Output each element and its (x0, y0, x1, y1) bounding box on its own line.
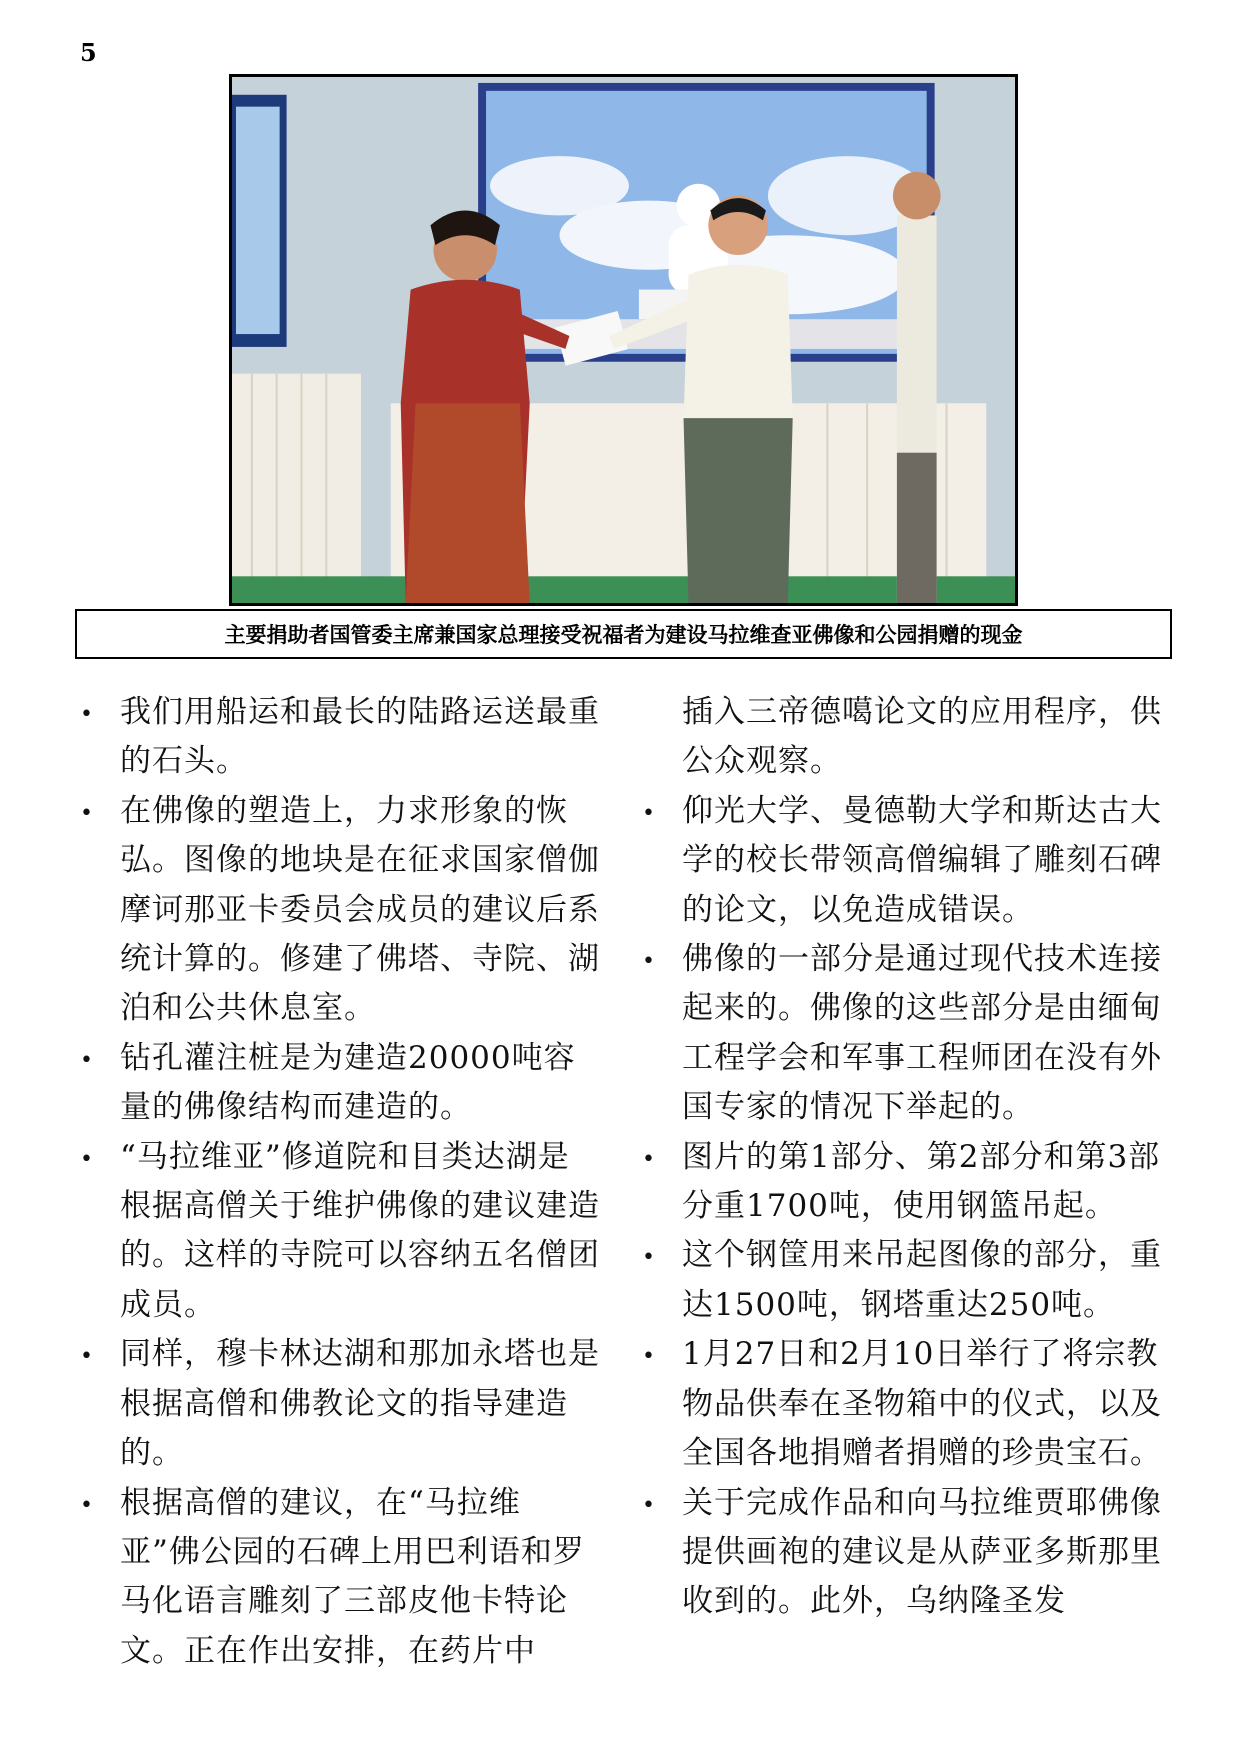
list-item: • 佛像的一部分是通过现代技术连接起来的。佛像的这些部分是由缅甸工程学会和军事工程师团在没有外国专家的情况下举起的。 (642, 935, 1162, 1133)
list-item: • 仰光大学、曼德勒大学和斯达古大学的校长带领高僧编辑了雕刻石碑的论文，以免造成错误。 (642, 787, 1162, 935)
list-item: • 1月27日和2月10日举行了将宗教物品供奉在圣物箱中的仪式，以及全国各地捐赠者捐赠的珍贵宝石。 (642, 1330, 1162, 1478)
list-item: • 关于完成作品和向马拉维贾耶佛像提供画袍的建议是从萨亚多斯那里收到的。此外，乌纳隆圣发 (642, 1479, 1162, 1627)
list-item-continuation: 插入三帝德噶论文的应用程序，供公众观察。 (682, 694, 1162, 780)
page-number: 5 (80, 38, 97, 67)
photo-icon (232, 77, 1015, 603)
list-item: • 在佛像的塑造上，力求形象的恢弘。图像的地块是在征求国家僧伽摩诃那亚卡委员会成员的建议后系统计算的。修建了佛塔、寺院、湖泊和公共休息室。 (80, 787, 600, 1034)
list-item: • 根据高僧的建议，在“马拉维亚”佛公园的石碑上用巴利语和罗马化语言雕刻了三部皮他卡特论文。正在作出安排，在药片中 (80, 1479, 600, 1677)
right-column (642, 688, 1162, 1627)
list-item: • 图片的第1部分、第2部分和第3部分重1700吨，使用钢篮吊起。 (642, 1133, 1162, 1232)
list-item: • “马拉维亚”修道院和目类达湖是根据高僧关于维护佛像的建议建造的。这样的寺院可以容纳五名僧团成员。 (80, 1133, 600, 1331)
photo-caption: 主要捐助者国管委主席兼国家总理接受祝福者为建设马拉维查亚佛像和公园捐赠的现金 (75, 609, 1172, 659)
left-column (80, 688, 600, 1676)
list-item: • 钻孔灌注桩是为建造20000吨容量的佛像结构而建造的。 (80, 1034, 600, 1133)
list-item: • 这个钢筐用来吊起图像的部分，重达1500吨，钢塔重达250吨。 (642, 1231, 1162, 1330)
ceremony-photo (229, 74, 1018, 606)
list-item: • 我们用船运和最长的陆路运送最重的石头。 (80, 688, 600, 787)
list-item: • 同样，穆卡林达湖和那加永塔也是根据高僧和佛教论文的指导建造的。 (80, 1330, 600, 1478)
